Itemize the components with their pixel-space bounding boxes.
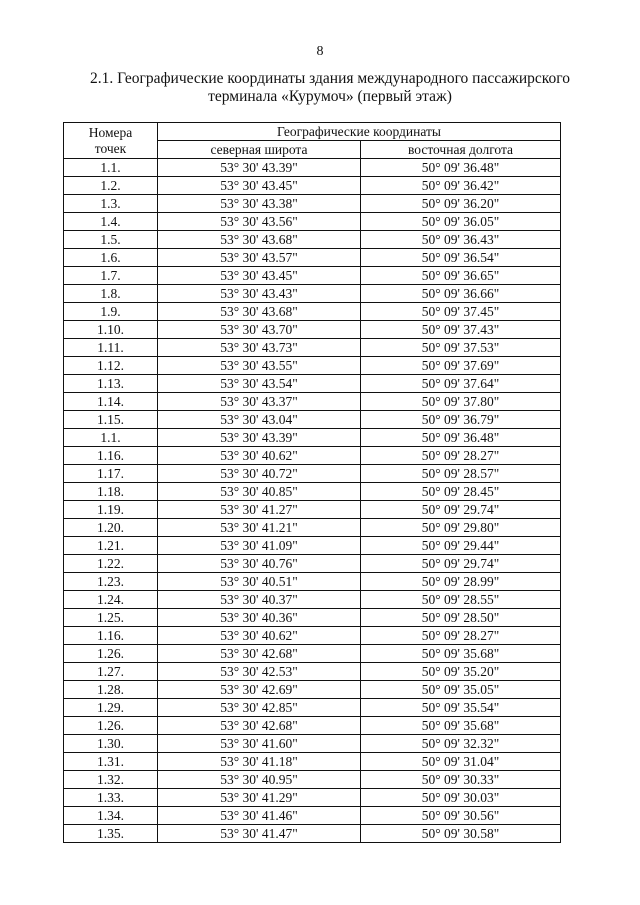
latitude-cell: 53° 30' 43.45" [158, 267, 361, 285]
latitude-cell: 53° 30' 40.51" [158, 573, 361, 591]
point-number-cell: 1.11. [64, 339, 158, 357]
point-number-cell: 1.21. [64, 537, 158, 555]
header-points-line-2: точек [94, 140, 127, 156]
latitude-cell: 53° 30' 40.95" [158, 771, 361, 789]
table-row [64, 825, 561, 843]
point-number-cell: 1.17. [64, 465, 158, 483]
point-number-cell: 1.30. [64, 735, 158, 753]
longitude-cell: 50° 09' 36.66" [361, 285, 561, 303]
longitude-cell: 50° 09' 28.55" [361, 591, 561, 609]
longitude-cell: 50° 09' 30.03" [361, 789, 561, 807]
latitude-cell: 53° 30' 43.56" [158, 213, 361, 231]
point-number-cell: 1.14. [64, 393, 158, 411]
latitude-cell: 53° 30' 40.62" [158, 447, 361, 465]
table-row [64, 663, 561, 681]
point-number-cell: 1.28. [64, 681, 158, 699]
point-number-cell: 1.29. [64, 699, 158, 717]
latitude-cell: 53° 30' 40.85" [158, 483, 361, 501]
latitude-cell: 53° 30' 41.21" [158, 519, 361, 537]
longitude-cell: 50° 09' 30.56" [361, 807, 561, 825]
latitude-cell: 53° 30' 42.68" [158, 717, 361, 735]
section-title-line-2: терминала «Курумоч» (первый этаж) [208, 88, 452, 105]
longitude-cell: 50° 09' 36.54" [361, 249, 561, 267]
table-row [64, 681, 561, 699]
longitude-cell: 50° 09' 35.68" [361, 645, 561, 663]
point-number-cell: 1.34. [64, 807, 158, 825]
longitude-cell: 50° 09' 35.05" [361, 681, 561, 699]
latitude-cell: 53° 30' 43.73" [158, 339, 361, 357]
table-row [64, 501, 561, 519]
latitude-cell: 53° 30' 40.62" [158, 627, 361, 645]
latitude-cell: 53° 30' 43.04" [158, 411, 361, 429]
latitude-cell: 53° 30' 42.69" [158, 681, 361, 699]
latitude-cell: 53° 30' 43.68" [158, 231, 361, 249]
point-number-cell: 1.25. [64, 609, 158, 627]
longitude-cell: 50° 09' 31.04" [361, 753, 561, 771]
latitude-cell: 53° 30' 43.39" [158, 159, 361, 177]
latitude-cell: 53° 30' 40.36" [158, 609, 361, 627]
table-row [64, 555, 561, 573]
page-number: 8 [316, 44, 324, 59]
longitude-cell: 50° 09' 28.45" [361, 483, 561, 501]
table-row [64, 393, 561, 411]
longitude-cell: 50° 09' 28.27" [361, 627, 561, 645]
longitude-cell: 50° 09' 29.74" [361, 501, 561, 519]
point-number-cell: 1.16. [64, 627, 158, 645]
table-row [64, 627, 561, 645]
point-number-cell: 1.24. [64, 591, 158, 609]
longitude-cell: 50° 09' 36.48" [361, 159, 561, 177]
table-row [64, 213, 561, 231]
table-row [64, 429, 561, 447]
latitude-cell: 53° 30' 41.47" [158, 825, 361, 843]
table-row [64, 573, 561, 591]
point-number-cell: 1.7. [64, 267, 158, 285]
header-longitude: восточная долгота [361, 141, 561, 159]
table-row [64, 195, 561, 213]
table-row [64, 465, 561, 483]
longitude-cell: 50° 09' 36.20" [361, 195, 561, 213]
point-number-cell: 1.5. [64, 231, 158, 249]
longitude-cell: 50° 09' 29.44" [361, 537, 561, 555]
longitude-cell: 50° 09' 30.58" [361, 825, 561, 843]
table-row [64, 177, 561, 195]
table-row [64, 735, 561, 753]
table-row [64, 537, 561, 555]
table-row [64, 645, 561, 663]
latitude-cell: 53° 30' 43.68" [158, 303, 361, 321]
table-row [64, 609, 561, 627]
point-number-cell: 1.33. [64, 789, 158, 807]
latitude-cell: 53° 30' 43.43" [158, 285, 361, 303]
point-number-cell: 1.1. [64, 159, 158, 177]
longitude-cell: 50° 09' 37.80" [361, 393, 561, 411]
latitude-cell: 53° 30' 40.37" [158, 591, 361, 609]
point-number-cell: 1.10. [64, 321, 158, 339]
latitude-cell: 53° 30' 41.60" [158, 735, 361, 753]
point-number-cell: 1.12. [64, 357, 158, 375]
latitude-cell: 53° 30' 41.18" [158, 753, 361, 771]
longitude-cell: 50° 09' 35.68" [361, 717, 561, 735]
longitude-cell: 50° 09' 37.53" [361, 339, 561, 357]
longitude-cell: 50° 09' 36.43" [361, 231, 561, 249]
point-number-cell: 1.15. [64, 411, 158, 429]
table-row [64, 591, 561, 609]
point-number-cell: 1.27. [64, 663, 158, 681]
header-latitude: северная широта [158, 141, 361, 159]
table-row [64, 375, 561, 393]
point-number-cell: 1.18. [64, 483, 158, 501]
section-title [60, 70, 600, 106]
point-number-cell: 1.9. [64, 303, 158, 321]
point-number-cell: 1.32. [64, 771, 158, 789]
longitude-cell: 50° 09' 28.99" [361, 573, 561, 591]
longitude-cell: 50° 09' 32.32" [361, 735, 561, 753]
latitude-cell: 53° 30' 41.29" [158, 789, 361, 807]
table-row [64, 717, 561, 735]
table-row [64, 249, 561, 267]
table-row [64, 231, 561, 249]
longitude-cell: 50° 09' 35.20" [361, 663, 561, 681]
point-number-cell: 1.23. [64, 573, 158, 591]
point-number-cell: 1.3. [64, 195, 158, 213]
point-number-cell: 1.26. [64, 645, 158, 663]
latitude-cell: 53° 30' 43.39" [158, 429, 361, 447]
table-row [64, 771, 561, 789]
latitude-cell: 53° 30' 41.27" [158, 501, 361, 519]
point-number-cell: 1.2. [64, 177, 158, 195]
point-number-cell: 1.16. [64, 447, 158, 465]
longitude-cell: 50° 09' 35.54" [361, 699, 561, 717]
point-number-cell: 1.26. [64, 717, 158, 735]
latitude-cell: 53° 30' 42.68" [158, 645, 361, 663]
point-number-cell: 1.4. [64, 213, 158, 231]
longitude-cell: 50° 09' 28.57" [361, 465, 561, 483]
header-coordinates: Географические координаты [158, 123, 561, 141]
coordinates-table [63, 122, 561, 843]
table-row [64, 519, 561, 537]
longitude-cell: 50° 09' 37.45" [361, 303, 561, 321]
point-number-cell: 1.8. [64, 285, 158, 303]
point-number-cell: 1.31. [64, 753, 158, 771]
latitude-cell: 53° 30' 40.76" [158, 555, 361, 573]
point-number-cell: 1.6. [64, 249, 158, 267]
point-number-cell: 1.35. [64, 825, 158, 843]
section-title-line-1: 2.1. Географические координаты здания международного пассажирского [89, 70, 571, 87]
point-number-cell: 1.13. [64, 375, 158, 393]
latitude-cell: 53° 30' 43.55" [158, 357, 361, 375]
longitude-cell: 50° 09' 28.27" [361, 447, 561, 465]
longitude-cell: 50° 09' 28.50" [361, 609, 561, 627]
longitude-cell: 50° 09' 37.43" [361, 321, 561, 339]
longitude-cell: 50° 09' 36.42" [361, 177, 561, 195]
table-row [64, 159, 561, 177]
table-row [64, 753, 561, 771]
longitude-cell: 50° 09' 29.80" [361, 519, 561, 537]
table-row [64, 321, 561, 339]
latitude-cell: 53° 30' 43.37" [158, 393, 361, 411]
latitude-cell: 53° 30' 41.09" [158, 537, 361, 555]
latitude-cell: 53° 30' 43.45" [158, 177, 361, 195]
latitude-cell: 53° 30' 42.53" [158, 663, 361, 681]
longitude-cell: 50° 09' 36.79" [361, 411, 561, 429]
table-row [64, 789, 561, 807]
longitude-cell: 50° 09' 37.69" [361, 357, 561, 375]
latitude-cell: 53° 30' 43.54" [158, 375, 361, 393]
longitude-cell: 50° 09' 36.65" [361, 267, 561, 285]
longitude-cell: 50° 09' 36.48" [361, 429, 561, 447]
table-row [64, 411, 561, 429]
longitude-cell: 50° 09' 30.33" [361, 771, 561, 789]
table-row [64, 339, 561, 357]
longitude-cell: 50° 09' 29.74" [361, 555, 561, 573]
table-row [64, 267, 561, 285]
table-row [64, 699, 561, 717]
longitude-cell: 50° 09' 37.64" [361, 375, 561, 393]
header-points [64, 123, 158, 159]
header-points-line-1: Номера [88, 124, 133, 140]
latitude-cell: 53° 30' 43.70" [158, 321, 361, 339]
table-row [64, 285, 561, 303]
latitude-cell: 53° 30' 41.46" [158, 807, 361, 825]
point-number-cell: 1.1. [64, 429, 158, 447]
table-row [64, 303, 561, 321]
point-number-cell: 1.19. [64, 501, 158, 519]
latitude-cell: 53° 30' 42.85" [158, 699, 361, 717]
latitude-cell: 53° 30' 43.57" [158, 249, 361, 267]
point-number-cell: 1.22. [64, 555, 158, 573]
table-row [64, 357, 561, 375]
longitude-cell: 50° 09' 36.05" [361, 213, 561, 231]
table-row [64, 483, 561, 501]
table-row [64, 447, 561, 465]
latitude-cell: 53° 30' 40.72" [158, 465, 361, 483]
table-body [64, 159, 561, 843]
latitude-cell: 53° 30' 43.38" [158, 195, 361, 213]
table-row [64, 807, 561, 825]
point-number-cell: 1.20. [64, 519, 158, 537]
